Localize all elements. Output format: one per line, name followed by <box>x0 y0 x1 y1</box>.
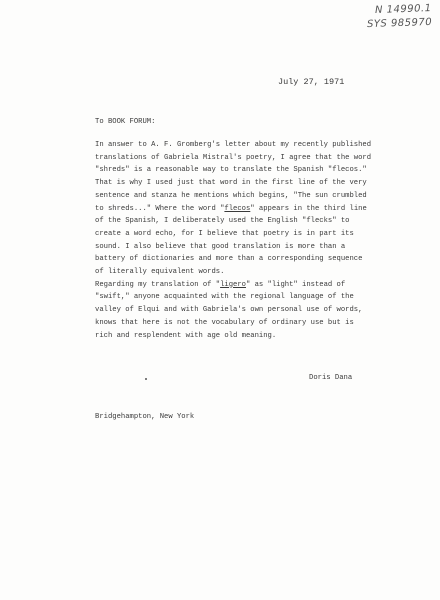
archive-stamp-line-1: N 14990.1 <box>375 3 433 16</box>
body-line: sound. I also believe that good translation is more than a <box>95 242 346 251</box>
body-line: That is why I used just that word in the first line of the very <box>95 179 367 188</box>
body-line: In answer to A. F. Gromberg's letter about my recently published <box>95 141 372 149</box>
body-line: create a word echo, for I believe that poetry is in part its <box>95 229 354 238</box>
letter-place: Bridgehampton, New York <box>95 413 195 421</box>
letter-salutation: To BOOK FORUM: <box>95 118 156 126</box>
body-line: to shreds..." Where the word "flecos" appears in the third line <box>95 204 367 213</box>
body-line: Regarding my translation of "ligero" as "light" instead of <box>95 280 346 289</box>
archive-stamp-line-2: SYS 985970 <box>366 16 433 31</box>
body-line: "swift," anyone acquainted with the regional language of the <box>95 293 354 302</box>
letter-body <box>95 139 425 342</box>
body-line: of literally equivalent words. <box>95 268 225 277</box>
ink-mark <box>145 378 147 380</box>
body-line: battery of dictionaries and more than a corresponding sequence <box>95 255 363 264</box>
body-line: of the Spanish, I deliberately used the English "flecks" to <box>95 217 350 226</box>
letter-signature: Doris Dana <box>309 374 353 382</box>
letter-date: July 27, 1971 <box>278 77 345 87</box>
body-line: translations of Gabriela Mistral's poetry, I agree that the word <box>95 153 372 162</box>
body-line: valley of Elqui and with Gabriela's own personal use of words, <box>95 306 363 315</box>
body-line: "shreds" is a reasonable way to translate the Spanish "flecos." <box>95 166 367 175</box>
body-line: knows that here is not the vocabulary of ordinary use but is <box>95 318 354 327</box>
body-line: rich and resplendent with age old meaning. <box>95 331 277 340</box>
body-line: sentence and stanza he mentions which begins, "The sun crumbled <box>95 191 367 200</box>
